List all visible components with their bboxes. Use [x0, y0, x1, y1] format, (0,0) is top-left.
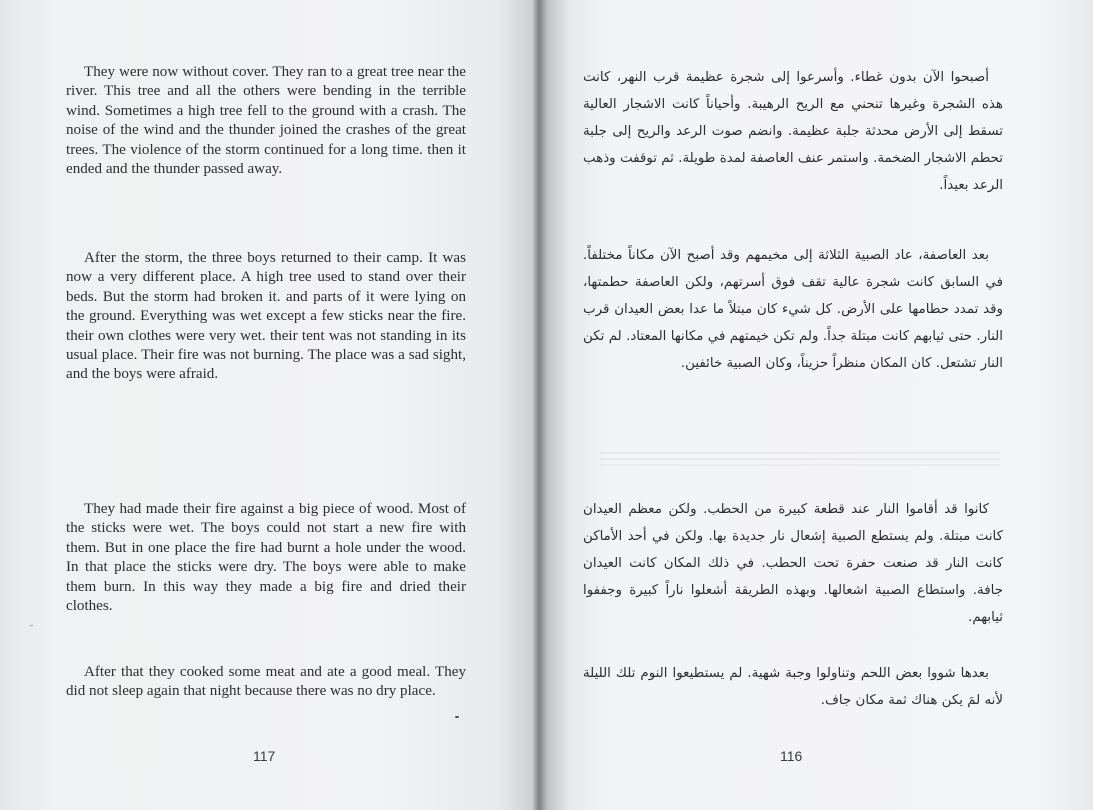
left-paragraph-1: They were now without cover. They ran to a great tree near the river. This tree and all the others were bending in the terrible wind. Sometimes a high tree fell to the ground with a crash. The noise of the wind and the thunder joined the crashes of the great trees. The violence of the storm continued for a long time. then it ended and the thunder passed away. — [66, 64, 466, 178]
print-speck — [455, 716, 459, 718]
right-paragraph-1: أصبحوا الآن بدون غطاء. وأسرعوا إلى شجرة عظيمة قرب النهر، كانت هذه الشجرة وغيرها تنحني مع الريح الرهيبة. وأحياناً كانت الاشجار العالية تسقط إلى الأرض محدثة جلبة عظيمة. وانضم صوت الرعد والريح إلى جلبة تحطم الاشجار الضخمة. واستمر عنف العاصفة لمدة طويلة. ثم توقفت وذهب الرعد بعيداً. — [583, 70, 1003, 193]
left-page-number: 117 — [253, 748, 276, 764]
left-paragraph-2: After the storm, the three boys returned to their camp. It was now a very different place. A high tree used to stand over their beds. But the storm had broken it. and parts of it were lying on the ground. Everything was wet except a few sticks near the fire. their own clothes were very wet. their tent was not standing in its usual place. Their fire was not burning. The place was a sad sight, and the boys were afraid. — [66, 250, 466, 383]
left-paragraph-4: After that they cooked some meat and ate a good meal. They did not sleep again that night because there was no dry place. — [66, 664, 466, 700]
right-paragraph-2: بعد العاصفة، عاد الصبية الثلاثة إلى مخيمهم وقد أصبح الآن مكاناً مختلفاً. في السابق كانت شجرة عالية تقف فوق أسرتهم، ولكن العاصفة حطمتها، وقد تمدد حطامها على الأرض. كل شيء كان مبتلاً ما عدا بعض العيدان قرب النار. حتى ثيابهم كانت مبتلة جداً. ولم تكن خيمتهم في مكانها المعتاد. لم تكن النار تشتعل. كان المكان منظراً حزيناً، وكان الصبية خائفين. — [583, 248, 1003, 371]
print-speck — [30, 625, 33, 626]
left-page — [0, 0, 540, 810]
right-paragraph-4: بعدها شووا بعض اللحم وتناولوا وجبة شهية. لم يستطيعوا النوم تلك الليلة لأنه لمَ يكن هناك ثمة مكان جاف. — [583, 666, 1003, 708]
show-through-lines — [600, 452, 1000, 468]
right-paragraph-3: كانوا قد أقاموا النار عند قطعة كبيرة من الحطب. ولكن معظم العيدان كانت مبتلة. ولم يستطع الصبية إشعال نار جديدة بها. ولكن في أحد الأماكن كانت النار قد صنعت حفرة تحت الحطب. في ذلك المكان كانت العيدان جافة. واستطاع الصبية اشعالها. وبهذه الطريقة أشعلوا ناراً كبيرة وجففوا ثيابهم. — [583, 502, 1003, 625]
left-paragraph-3: They had made their fire against a big piece of wood. Most of the sticks were wet. The boys could not start a new fire with them. But in one place the fire had burnt a hole under the wood. In that place the sticks were dry. The boys were able to make them burn. In this way they made a big fire and dried their clothes. — [66, 501, 466, 615]
right-page-number: 116 — [780, 748, 803, 764]
book-spine — [532, 0, 546, 810]
